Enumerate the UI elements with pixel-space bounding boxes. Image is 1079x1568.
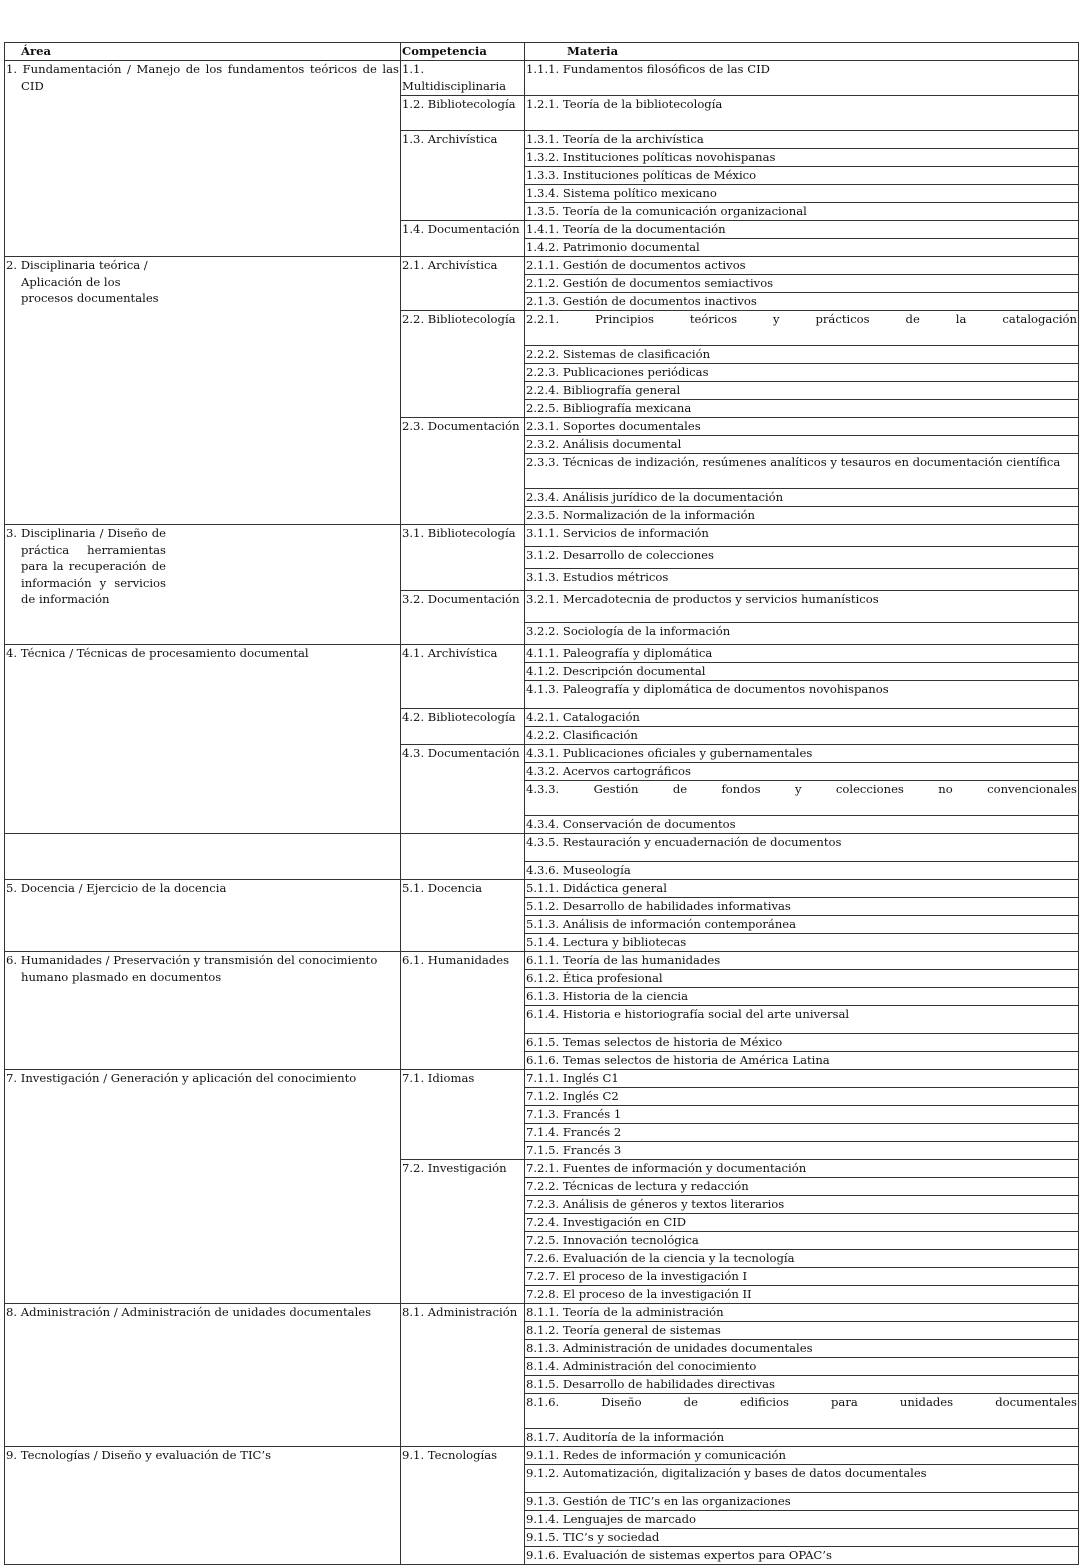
materia-cell: 4.3.5. Restauración y encuadernación de documentos [525, 834, 1079, 862]
area-cell [5, 645, 401, 834]
table-row [5, 525, 1079, 547]
competencia-cell: 1.1. Multidisciplinaria [401, 61, 525, 96]
materia-cell: 6.1.6. Temas selectos de historia de América Latina [525, 1052, 1079, 1070]
materia-cell: 6.1.1. Teoría de las humanidades [525, 952, 1079, 970]
area-text: 4. Técnica / Técnicas de procesamiento documental [6, 646, 309, 660]
competencia-cell: 1.3. Archivística [401, 131, 525, 221]
materia-cell: 3.1.1. Servicios de información [525, 525, 1079, 547]
area-text: 6. Humanidades / Preservación y transmisión del conocimiento humano plasmado en documentos [6, 953, 378, 984]
materia-cell: 9.1.2. Automatización, digitalización y bases de datos documentales [525, 1465, 1079, 1493]
materia-cell: 8.1.4. Administración del conocimiento [525, 1358, 1079, 1376]
materia-cell: 2.3.2. Análisis documental [525, 436, 1079, 454]
materia-cell: 1.3.3. Instituciones políticas de México [525, 167, 1079, 185]
table-row [5, 1447, 1079, 1465]
header-materia: Materia [525, 43, 1079, 61]
materia-cell: 6.1.2. Ética profesional [525, 970, 1079, 988]
competencia-cell: 3.2. Documentación [401, 591, 525, 645]
materia-cell: 1.2.1. Teoría de la bibliotecología [525, 96, 1079, 131]
materia-cell: 6.1.4. Historia e historiografía social del arte universal [525, 1006, 1079, 1034]
materia-cell: 2.3.4. Análisis jurídico de la documentación [525, 489, 1079, 507]
materia-cell: 2.2.3. Publicaciones periódicas [525, 364, 1079, 382]
materia-cell: 7.2.7. El proceso de la investigación I [525, 1268, 1079, 1286]
materia-cell: 9.1.1. Redes de información y comunicación [525, 1447, 1079, 1465]
competencia-cell: 1.2. Bibliotecología [401, 96, 525, 131]
area-text: 7. Investigación / Generación y aplicación del conocimiento [6, 1071, 357, 1085]
materia-cell: 1.4.1. Teoría de la documentación [525, 221, 1079, 239]
table-row [5, 61, 1079, 96]
competencia-cell: 9.1. Tecnologías [401, 1447, 525, 1565]
materia-cell: 2.2.5. Bibliografía mexicana [525, 400, 1079, 418]
materia-cell: 4.3.1. Publicaciones oficiales y gubernamentales [525, 745, 1079, 763]
materia-cell: 1.1.1. Fundamentos filosóficos de las CID [525, 61, 1079, 96]
competencia-cell: 3.1. Bibliotecología [401, 525, 525, 591]
competencia-cell: 4.2. Bibliotecología [401, 709, 525, 745]
materia-cell: 4.1.2. Descripción documental [525, 663, 1079, 681]
competencia-cell: 1.4. Documentación [401, 221, 525, 257]
competencia-cell: 5.1. Docencia [401, 880, 525, 952]
materia-cell: 7.1.2. Inglés C2 [525, 1088, 1079, 1106]
materia-cell: 8.1.1. Teoría de la administración [525, 1304, 1079, 1322]
materia-cell: 2.2.2. Sistemas de clasificación [525, 346, 1079, 364]
area-cell [5, 525, 401, 645]
materia-cell: 7.1.4. Francés 2 [525, 1124, 1079, 1142]
materia-cell: 6.1.5. Temas selectos de historia de México [525, 1034, 1079, 1052]
area-text: 1. Fundamentación / Manejo de los fundamentos teóricos de las CID [6, 62, 399, 93]
materia-cell: 1.3.1. Teoría de la archivística [525, 131, 1079, 149]
materia-cell: 5.1.2. Desarrollo de habilidades informativas [525, 898, 1079, 916]
materia-cell: 9.1.5. TIC’s y sociedad [525, 1529, 1079, 1547]
materia-cell: 2.2.1. Principios teóricos y prácticos de la catalogación [525, 311, 1079, 346]
materia-cell: 8.1.7. Auditoría de la información [525, 1429, 1079, 1447]
materia-cell: 7.2.4. Investigación en CID [525, 1214, 1079, 1232]
materia-cell: 7.2.8. El proceso de la investigación II [525, 1286, 1079, 1304]
curriculum-table [4, 42, 1079, 1565]
area-text: 9. Tecnologías / Diseño y evaluación de TIC’s [6, 1448, 272, 1462]
area-cell [5, 1070, 401, 1304]
area-cell [5, 1304, 401, 1447]
table-row [5, 834, 1079, 862]
materia-cell: 8.1.2. Teoría general de sistemas [525, 1322, 1079, 1340]
materia-cell: 4.1.3. Paleografía y diplomática de documentos novohispanos [525, 681, 1079, 709]
area-cell [5, 834, 401, 880]
materia-cell: 5.1.4. Lectura y bibliotecas [525, 934, 1079, 952]
area-cell [5, 952, 401, 1070]
table-row [5, 952, 1079, 970]
materia-cell: 7.2.3. Análisis de géneros y textos literarios [525, 1196, 1079, 1214]
table-header-row [5, 43, 1079, 61]
materia-cell: 2.3.3. Técnicas de indización, resúmenes analíticos y tesauros en documentación científica [525, 454, 1079, 489]
materia-cell: 3.2.1. Mercadotecnia de productos y servicios humanísticos [525, 591, 1079, 623]
area-cell [5, 257, 401, 525]
table-row [5, 645, 1079, 663]
area-text: 2. Disciplinaria teórica / Aplicación de los procesos documentales [6, 258, 159, 305]
area-cell [5, 880, 401, 952]
competencia-cell: 4.1. Archivística [401, 645, 525, 709]
materia-cell: 1.4.2. Patrimonio documental [525, 239, 1079, 257]
area-text: 5. Docencia / Ejercicio de la docencia [6, 881, 227, 895]
materia-cell: 8.1.5. Desarrollo de habilidades directivas [525, 1376, 1079, 1394]
document-page [4, 42, 1077, 1565]
materia-cell: 3.1.2. Desarrollo de colecciones [525, 547, 1079, 569]
materia-cell: 9.1.6. Evaluación de sistemas expertos para OPAC’s [525, 1547, 1079, 1565]
area-cell [5, 61, 401, 257]
materia-cell: 7.1.5. Francés 3 [525, 1142, 1079, 1160]
materia-cell: 9.1.3. Gestión de TIC’s en las organizaciones [525, 1493, 1079, 1511]
materia-cell: 1.3.5. Teoría de la comunicación organizacional [525, 203, 1079, 221]
competencia-cell: 2.2. Bibliotecología [401, 311, 525, 418]
materia-cell: 3.2.2. Sociología de la información [525, 623, 1079, 645]
competencia-cell: 2.1. Archivística [401, 257, 525, 311]
table-body [5, 61, 1079, 1565]
materia-cell: 1.3.4. Sistema político mexicano [525, 185, 1079, 203]
competencia-cell: 2.3. Documentación [401, 418, 525, 525]
area-cell [5, 1447, 401, 1565]
materia-cell: 5.1.1. Didáctica general [525, 880, 1079, 898]
materia-cell: 2.1.3. Gestión de documentos inactivos [525, 293, 1079, 311]
materia-cell: 2.1.2. Gestión de documentos semiactivos [525, 275, 1079, 293]
materia-cell: 4.1.1. Paleografía y diplomática [525, 645, 1079, 663]
materia-cell: 6.1.3. Historia de la ciencia [525, 988, 1079, 1006]
competencia-cell [401, 834, 525, 880]
materia-cell: 7.2.6. Evaluación de la ciencia y la tecnología [525, 1250, 1079, 1268]
materia-cell: 2.2.4. Bibliografía general [525, 382, 1079, 400]
competencia-cell: 7.2. Investigación [401, 1160, 525, 1304]
table-row [5, 257, 1079, 275]
materia-cell: 3.1.3. Estudios métricos [525, 569, 1079, 591]
competencia-cell: 8.1. Administración [401, 1304, 525, 1447]
table-row [5, 1070, 1079, 1088]
materia-cell: 8.1.3. Administración de unidades documentales [525, 1340, 1079, 1358]
materia-cell: 1.3.2. Instituciones políticas novohispanas [525, 149, 1079, 167]
materia-cell: 7.2.1. Fuentes de información y documentación [525, 1160, 1079, 1178]
competencia-cell: 6.1. Humanidades [401, 952, 525, 1070]
area-text: 8. Administración / Administración de unidades documentales [6, 1305, 372, 1319]
materia-cell: 7.2.5. Innovación tecnológica [525, 1232, 1079, 1250]
competencia-cell: 7.1. Idiomas [401, 1070, 525, 1160]
materia-cell: 8.1.6. Diseño de edificios para unidades documentales [525, 1394, 1079, 1429]
materia-cell: 4.2.1. Catalogación [525, 709, 1079, 727]
table-row [5, 1304, 1079, 1322]
materia-cell: 4.3.4. Conservación de documentos [525, 816, 1079, 834]
materia-cell: 7.2.2. Técnicas de lectura y redacción [525, 1178, 1079, 1196]
materia-cell: 4.3.2. Acervos cartográficos [525, 763, 1079, 781]
materia-cell: 2.3.5. Normalización de la información [525, 507, 1079, 525]
materia-cell: 7.1.1. Inglés C1 [525, 1070, 1079, 1088]
materia-cell: 5.1.3. Análisis de información contemporánea [525, 916, 1079, 934]
materia-cell: 9.1.4. Lenguajes de marcado [525, 1511, 1079, 1529]
header-competencia: Competencia [401, 43, 525, 61]
materia-cell: 4.3.6. Museología [525, 862, 1079, 880]
competencia-cell: 4.3. Documentación [401, 745, 525, 834]
header-area: Área [5, 43, 401, 61]
materia-cell: 2.1.1. Gestión de documentos activos [525, 257, 1079, 275]
materia-cell: 2.3.1. Soportes documentales [525, 418, 1079, 436]
materia-cell: 4.3.3. Gestión de fondos y colecciones no convencionales [525, 781, 1079, 816]
materia-cell: 4.2.2. Clasificación [525, 727, 1079, 745]
area-text: 3. Disciplinaria / Diseño de práctica herramientas para la recuperación de información y servicios de información [6, 526, 166, 606]
table-row [5, 880, 1079, 898]
materia-cell: 7.1.3. Francés 1 [525, 1106, 1079, 1124]
